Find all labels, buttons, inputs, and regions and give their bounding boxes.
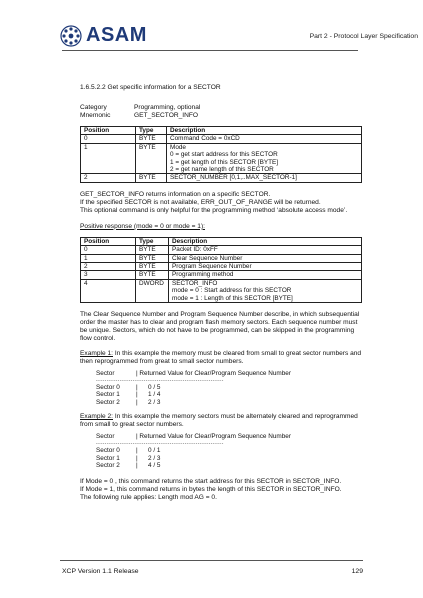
separator-bar: | (136, 391, 138, 399)
spec-part-title: Part 2 - Protocol Layer Specification (309, 33, 418, 40)
sector-value: 2 / 3 (148, 454, 161, 462)
sector-value: 0 / 1 (148, 447, 161, 455)
cell-position: 1 (81, 143, 136, 174)
example-2-paragraph (80, 413, 362, 429)
table-row (81, 246, 362, 254)
sector-value: 4 / 5 (148, 462, 161, 470)
table-row (81, 174, 362, 182)
cell-type: DWORD (136, 279, 169, 302)
example-header-sector: Sector (96, 370, 115, 378)
header-divider (62, 50, 358, 51)
mnemonic-label: Mnemonic (80, 112, 111, 119)
desc-line: mode = 1 : Length of this SECTOR [BYTE] (172, 294, 293, 302)
col-header-description: Description (169, 237, 362, 245)
cell-type: BYTE (136, 254, 169, 262)
logo-text: ASAM (86, 24, 147, 46)
example-1-paragraph (80, 350, 362, 366)
separator-bar: | (136, 454, 138, 462)
example-1-text: In this example the memory must be cleared from small to great sector numbers and then reprogrammed from great to small sector numbers. (80, 350, 362, 366)
paragraph: This optional command is only helpful for the programming method ‘absolute access mode’. (80, 206, 348, 214)
asam-logo-icon (60, 25, 82, 47)
separator-bar: | (136, 462, 138, 470)
cell-type: BYTE (136, 135, 167, 143)
paragraph: The Clear Sequence Number and Program Sequence Number describe, in which subsequential order the master has to clear and program flash memory sectors. Each sequence number must be unique. Sectors, which do not have to be programmed, can be skipped in the programming flow control. (80, 311, 360, 343)
desc-line: Command Code = 0xCD (170, 135, 240, 143)
example-header-sector: Sector (96, 433, 115, 441)
list-item (96, 455, 362, 463)
example-1-list (96, 370, 362, 406)
cell-type: BYTE (136, 246, 169, 254)
example-header-value: | Returned Value for Clear/Program Sequence Number (136, 370, 291, 378)
list-item (96, 447, 362, 455)
sector-name: Sector 1 (96, 454, 120, 462)
cell-position: 3 (81, 271, 136, 279)
cell-description (167, 174, 362, 182)
paragraph: If the specified SECTOR is not available, ERR_OUT_OF_RANGE will be returned. (80, 198, 321, 206)
table-row (81, 263, 362, 271)
paragraph: If Mode = 0 , this command returns the start address for this SECTOR in SECTOR_INFO. (80, 477, 342, 485)
response-table (80, 237, 362, 303)
sector-name: Sector 2 (96, 398, 120, 406)
sector-name: Sector 1 (96, 391, 120, 399)
list-item (96, 391, 362, 399)
desc-line: 1 = get length of this SECTOR [BYTE] (170, 158, 279, 166)
desc-line: mode = 0 : Start address for this SECTOR (172, 287, 292, 295)
table-row (81, 254, 362, 262)
desc-line: SECTOR_INFO (172, 279, 218, 287)
desc-line: SECTOR_NUMBER [0,1,..MAX_SECTOR-1] (170, 174, 297, 182)
separator-bar: | (136, 447, 138, 455)
category-value: Programming, optional (134, 104, 201, 111)
desc-line: Mode (170, 143, 186, 151)
desc-line: 2 = get name length of this SECTOR (170, 166, 274, 174)
cell-description: Program Sequence Number (169, 263, 362, 271)
list-item (96, 384, 362, 392)
separator-bar: | (136, 398, 138, 406)
sector-value: 1 / 4 (148, 391, 161, 399)
col-header-position: Position (81, 127, 136, 135)
cell-position: 0 (81, 135, 136, 143)
cell-description: Programming method (169, 271, 362, 279)
mnemonic-value: GET_SECTOR_INFO (134, 112, 198, 119)
category-row (80, 104, 362, 112)
table-row (81, 135, 362, 143)
cell-description (167, 135, 362, 143)
sector-name: Sector 0 (96, 447, 120, 455)
table-row (81, 143, 362, 174)
col-header-type: Type (136, 127, 167, 135)
example-2-header (96, 433, 362, 441)
positive-response-heading: Positive response (mode = 0 or mode = 1): (80, 222, 205, 230)
example-header-value: | Returned Value for Clear/Program Sequence Number (136, 433, 291, 441)
cell-type: BYTE (136, 263, 169, 271)
footer-divider (60, 560, 363, 561)
col-header-position: Position (81, 237, 136, 245)
cell-description (167, 143, 362, 174)
page-number: 129 (351, 568, 363, 575)
command-table-header (81, 127, 362, 135)
cell-type: BYTE (136, 271, 169, 279)
paragraph: GET_SECTOR_INFO returns information on a specific SECTOR. (80, 190, 271, 198)
example-1-label: Example 1: (80, 350, 113, 358)
separator-bar: | (136, 383, 138, 391)
col-header-description: Description (167, 127, 362, 135)
cell-type: BYTE (136, 143, 167, 174)
cell-description (169, 279, 362, 302)
cell-position: 1 (81, 254, 136, 262)
sector-value: 2 / 3 (148, 398, 161, 406)
paragraph: The following rule applies: Length mod AG = 0. (80, 493, 217, 501)
command-table (80, 126, 362, 183)
example-1-header (96, 370, 362, 378)
cell-position: 2 (81, 263, 136, 271)
section-title: 1.6.5.2.2 Get specific information for a SECTOR (80, 84, 221, 91)
response-table-header (81, 237, 362, 245)
example-separator: ----------------------------------------------------------- (96, 441, 224, 448)
cell-position: 0 (81, 246, 136, 254)
example-2-text: In this example the memory sectors must be alternately cleared and reprogrammed from small to great sector numbers. (80, 413, 358, 429)
category-label: Category (80, 104, 107, 111)
sector-value: 0 / 5 (148, 383, 161, 391)
footer-version: XCP Version 1.1 Release (62, 568, 139, 575)
col-header-type: Type (136, 237, 169, 245)
example-2-list (96, 433, 362, 469)
cell-position: 2 (81, 174, 136, 182)
sector-name: Sector 0 (96, 383, 120, 391)
main-content (80, 84, 362, 502)
list-item (96, 462, 362, 470)
sector-name: Sector 2 (96, 462, 120, 470)
asam-logo (60, 24, 147, 47)
example-2-label: Example 2: (80, 413, 113, 421)
cell-description: Clear Sequence Number (169, 254, 362, 262)
desc-line: 0 = get start address for this SECTOR (170, 151, 278, 159)
paragraph: If Mode = 1, this command returns in bytes the length of this SECTOR in SECTOR_INFO. (80, 485, 342, 493)
list-item (96, 399, 362, 407)
table-row (81, 271, 362, 279)
table-row (81, 279, 362, 302)
mnemonic-row (80, 112, 362, 120)
cell-type: BYTE (136, 174, 167, 182)
cell-description: Packet ID: 0xFF (169, 246, 362, 254)
cell-position: 4 (81, 279, 136, 302)
example-separator: ----------------------------------------------------------- (96, 377, 224, 384)
